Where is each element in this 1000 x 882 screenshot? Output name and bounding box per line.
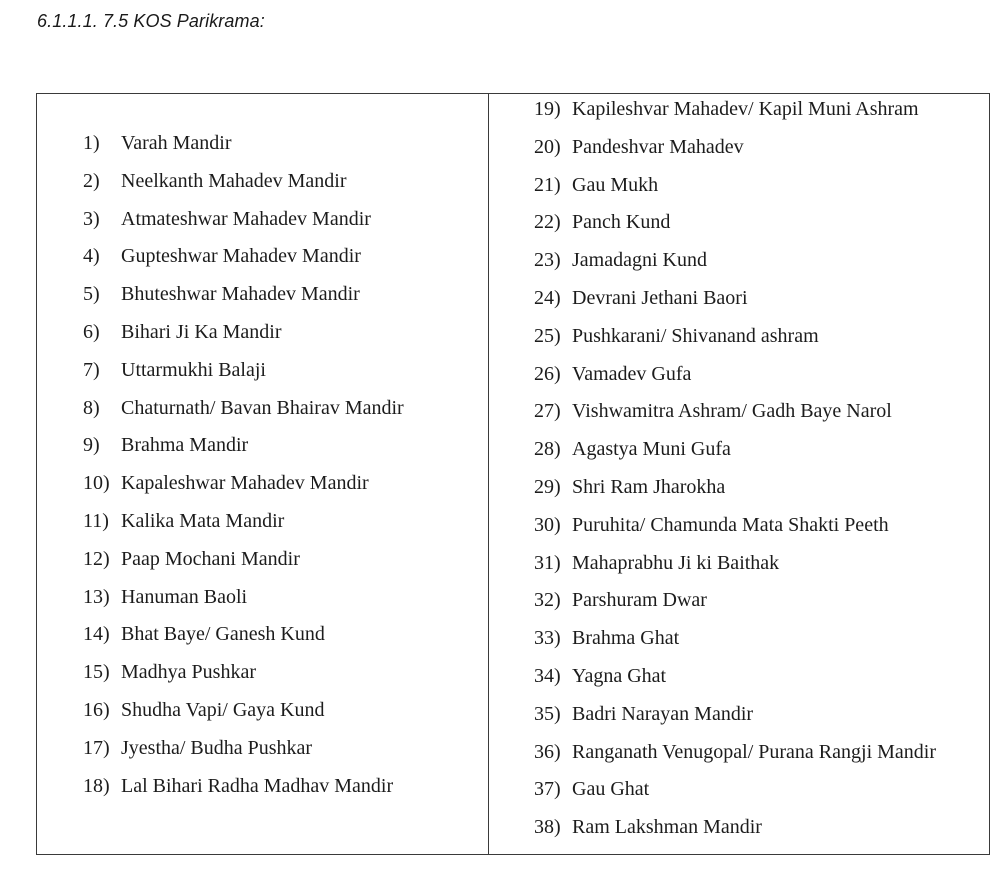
item-number: 37) (534, 778, 561, 801)
list-item (534, 623, 936, 661)
list-item (83, 771, 404, 809)
item-number: 32) (534, 589, 561, 612)
list-item (534, 132, 936, 170)
item-number: 19) (534, 98, 561, 120)
list-item (534, 661, 936, 699)
item-name: Parshuram Dwar (572, 589, 707, 612)
list-item (534, 812, 936, 850)
item-number: 11) (83, 509, 109, 532)
list-item (534, 170, 936, 208)
item-name: Varah Mandir (121, 132, 232, 154)
item-number: 30) (534, 513, 561, 536)
right-column-list (534, 94, 936, 850)
item-number: 23) (534, 249, 561, 272)
list-item (534, 396, 936, 434)
item-name: Jyestha/ Budha Pushkar (121, 736, 313, 759)
item-number: 26) (534, 362, 561, 385)
item-number: 16) (83, 698, 110, 721)
list-item (83, 393, 404, 431)
item-number: 6) (83, 320, 100, 343)
item-name: Kapileshvar Mahadev/ Kapil Muni Ashram (572, 98, 919, 120)
item-name: Kalika Mata Mandir (121, 509, 285, 532)
list-item (534, 548, 936, 586)
item-name: Ranganath Venugopal/ Purana Rangji Mandir (572, 740, 937, 763)
item-name: Uttarmukhi Balaji (121, 358, 266, 381)
item-name: Badri Narayan Mandir (572, 702, 754, 725)
item-name: Yagna Ghat (572, 664, 667, 687)
list-item (83, 355, 404, 393)
list-item (83, 128, 404, 166)
item-name: Atmateshwar Mahadev Mandir (121, 207, 371, 230)
list-item (534, 94, 936, 132)
item-name: Pushkarani/ Shivanand ashram (572, 324, 819, 347)
list-item (534, 207, 936, 245)
item-name: Shudha Vapi/ Gaya Kund (121, 698, 325, 721)
list-item (83, 166, 404, 204)
item-name: Brahma Ghat (572, 627, 680, 650)
list-item (534, 283, 936, 321)
item-number: 2) (83, 169, 100, 192)
list-item (534, 245, 936, 283)
item-number: 22) (534, 211, 561, 234)
item-number: 5) (83, 283, 100, 306)
item-number: 20) (534, 135, 561, 158)
left-column-list (83, 128, 404, 808)
list-item (534, 774, 936, 812)
item-name: Vishwamitra Ashram/ Gadh Baye Narol (572, 400, 892, 423)
item-name: Paap Mochani Mandir (121, 547, 300, 570)
list-item (83, 619, 404, 657)
list-item (83, 657, 404, 695)
item-name: Gupteshwar Mahadev Mandir (121, 245, 361, 268)
list-item (534, 510, 936, 548)
list-item (534, 737, 936, 775)
item-number: 8) (83, 396, 100, 419)
item-name: Devrani Jethani Baori (572, 286, 748, 309)
item-name: Kapaleshwar Mahadev Mandir (121, 472, 369, 495)
item-number: 38) (534, 816, 561, 839)
item-name: Gau Ghat (572, 778, 650, 801)
item-name: Puruhita/ Chamunda Mata Shakti Peeth (572, 513, 889, 536)
item-number: 28) (534, 438, 561, 461)
item-name: Bhat Baye/ Ganesh Kund (121, 623, 325, 646)
item-number: 12) (83, 547, 110, 570)
item-number: 21) (534, 173, 561, 196)
item-number: 36) (534, 740, 561, 763)
item-number: 31) (534, 551, 561, 574)
list-item (83, 544, 404, 582)
item-number: 29) (534, 475, 561, 498)
item-name: Mahaprabhu Ji ki Baithak (572, 551, 780, 574)
list-item (83, 733, 404, 771)
item-number: 9) (83, 434, 100, 457)
list-item (83, 506, 404, 544)
list-item (534, 359, 936, 397)
item-name: Bihari Ji Ka Mandir (121, 320, 282, 343)
list-item (534, 699, 936, 737)
list-item (83, 430, 404, 468)
item-name: Ram Lakshman Mandir (572, 816, 762, 839)
list-item (83, 279, 404, 317)
item-name: Chaturnath/ Bavan Bhairav Mandir (121, 396, 404, 419)
list-item (83, 241, 404, 279)
list-item (534, 434, 936, 472)
item-name: Lal Bihari Radha Madhav Mandir (121, 774, 394, 797)
item-name: Hanuman Baoli (121, 585, 248, 608)
item-number: 17) (83, 736, 110, 759)
item-name: Agastya Muni Gufa (572, 438, 731, 461)
item-number: 27) (534, 400, 561, 423)
item-number: 18) (83, 774, 110, 797)
item-number: 35) (534, 702, 561, 725)
list-item (534, 585, 936, 623)
item-name: Madhya Pushkar (121, 661, 256, 684)
item-name: Jamadagni Kund (572, 249, 707, 272)
item-name: Pandeshvar Mahadev (572, 135, 744, 158)
item-number: 4) (83, 245, 100, 268)
list-item (83, 204, 404, 242)
item-number: 24) (534, 286, 561, 309)
item-number: 34) (534, 664, 561, 687)
item-number: 10) (83, 472, 110, 495)
list-item (83, 582, 404, 620)
item-name: Vamadev Gufa (572, 362, 692, 385)
item-number: 7) (83, 358, 100, 381)
item-name: Panch Kund (572, 211, 671, 234)
section-heading: 6.1.1.1. 7.5 KOS Parikrama: (37, 11, 265, 31)
list-item (534, 321, 936, 359)
item-number: 33) (534, 627, 561, 650)
item-name: Shri Ram Jharokha (572, 475, 726, 498)
list-item (83, 695, 404, 733)
item-name: Brahma Mandir (121, 434, 249, 457)
item-name: Gau Mukh (572, 173, 659, 196)
item-number: 13) (83, 585, 110, 608)
item-number: 15) (83, 661, 110, 684)
item-number: 25) (534, 324, 561, 347)
item-name: Neelkanth Mahadev Mandir (121, 169, 347, 192)
list-item (534, 472, 936, 510)
item-name: Bhuteshwar Mahadev Mandir (121, 283, 360, 306)
parikrama-table (36, 93, 990, 855)
item-number: 14) (83, 623, 110, 646)
list-item (83, 468, 404, 506)
column-divider (488, 94, 489, 854)
item-number: 3) (83, 207, 100, 230)
list-item (83, 317, 404, 355)
item-number: 1) (83, 132, 100, 154)
